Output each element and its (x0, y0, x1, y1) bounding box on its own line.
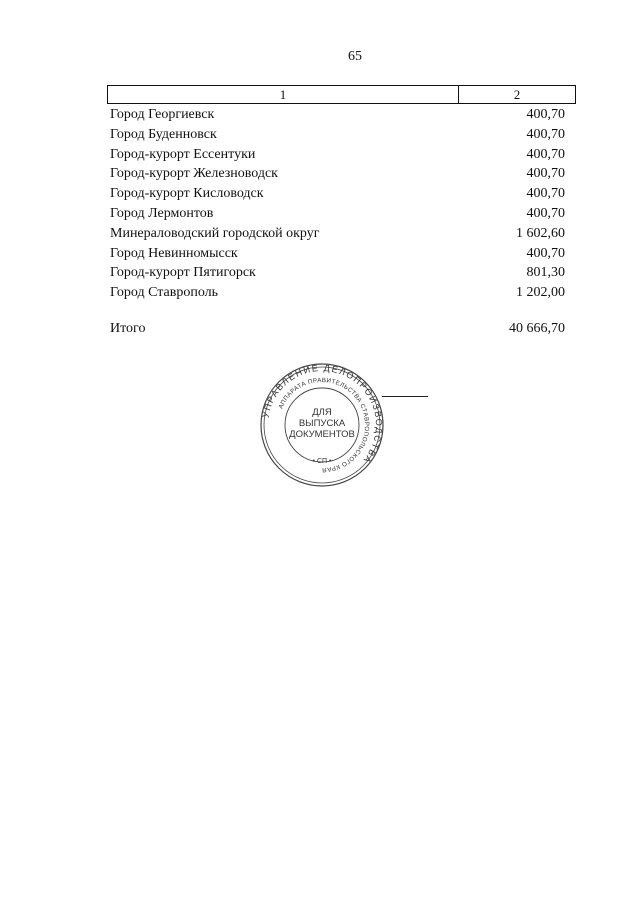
table-row (107, 164, 576, 184)
official-seal (259, 362, 385, 488)
table-row (107, 184, 576, 204)
table-row (107, 145, 576, 165)
total-label: Итого (110, 321, 146, 336)
amount-value: 400,70 (526, 126, 565, 142)
table-row (107, 105, 576, 125)
municipality-name: Город Буденновск (110, 126, 217, 142)
amount-value: 1 202,00 (516, 285, 565, 301)
table-row (107, 204, 576, 224)
amount-value: 400,70 (526, 166, 565, 182)
table-body (107, 105, 576, 303)
amount-value: 400,70 (526, 186, 565, 202)
table-row (107, 283, 576, 303)
amount-value: 801,30 (526, 265, 565, 281)
seal-bottom-mark: • СП • (312, 458, 332, 465)
table-row (107, 263, 576, 283)
table-row (107, 244, 576, 264)
municipality-name: Город-курорт Ессентуки (110, 146, 256, 162)
table-row (107, 125, 576, 145)
page-number: 65 (348, 49, 362, 64)
municipality-name: Город-курорт Кисловодск (110, 186, 264, 202)
amount-value: 1 602,60 (516, 225, 565, 241)
total-value: 40 666,70 (509, 321, 565, 336)
allocation-table (107, 85, 576, 303)
seal-center-text: ДЛЯ ВЫПУСКА ДОКУМЕНТОВ (289, 407, 355, 440)
amount-value: 400,70 (526, 107, 565, 122)
table-header-col-1: 1 (108, 86, 459, 103)
seal-outer-text: УПРАВЛЕНИЕ ДЕЛОПРОИЗВОДСТВА (260, 362, 385, 466)
municipality-name: Город-курорт Пятигорск (110, 265, 256, 281)
municipality-name: Город Лермонтов (110, 205, 214, 221)
total-row (107, 319, 576, 339)
signature-line (382, 396, 428, 397)
amount-value: 400,70 (526, 205, 565, 221)
table-header-row (107, 85, 576, 104)
table-header-col-2: 2 (513, 87, 521, 102)
municipality-name: Город Ставрополь (110, 285, 219, 301)
municipality-name: Минераловодский городской округ (110, 225, 320, 241)
amount-value: 400,70 (526, 146, 565, 162)
table-row (107, 224, 576, 244)
municipality-name: Город Георгиевск (110, 107, 215, 122)
municipality-name: Город-курорт Железноводск (110, 166, 278, 182)
municipality-name: Город Невинномысск (110, 245, 238, 261)
amount-value: 400,70 (526, 245, 565, 261)
seal-inner-text: АППАРАТА ПРАВИТЕЛЬСТВА СТАВРОПОЛЬСКОГО КРАЯ (277, 376, 371, 474)
